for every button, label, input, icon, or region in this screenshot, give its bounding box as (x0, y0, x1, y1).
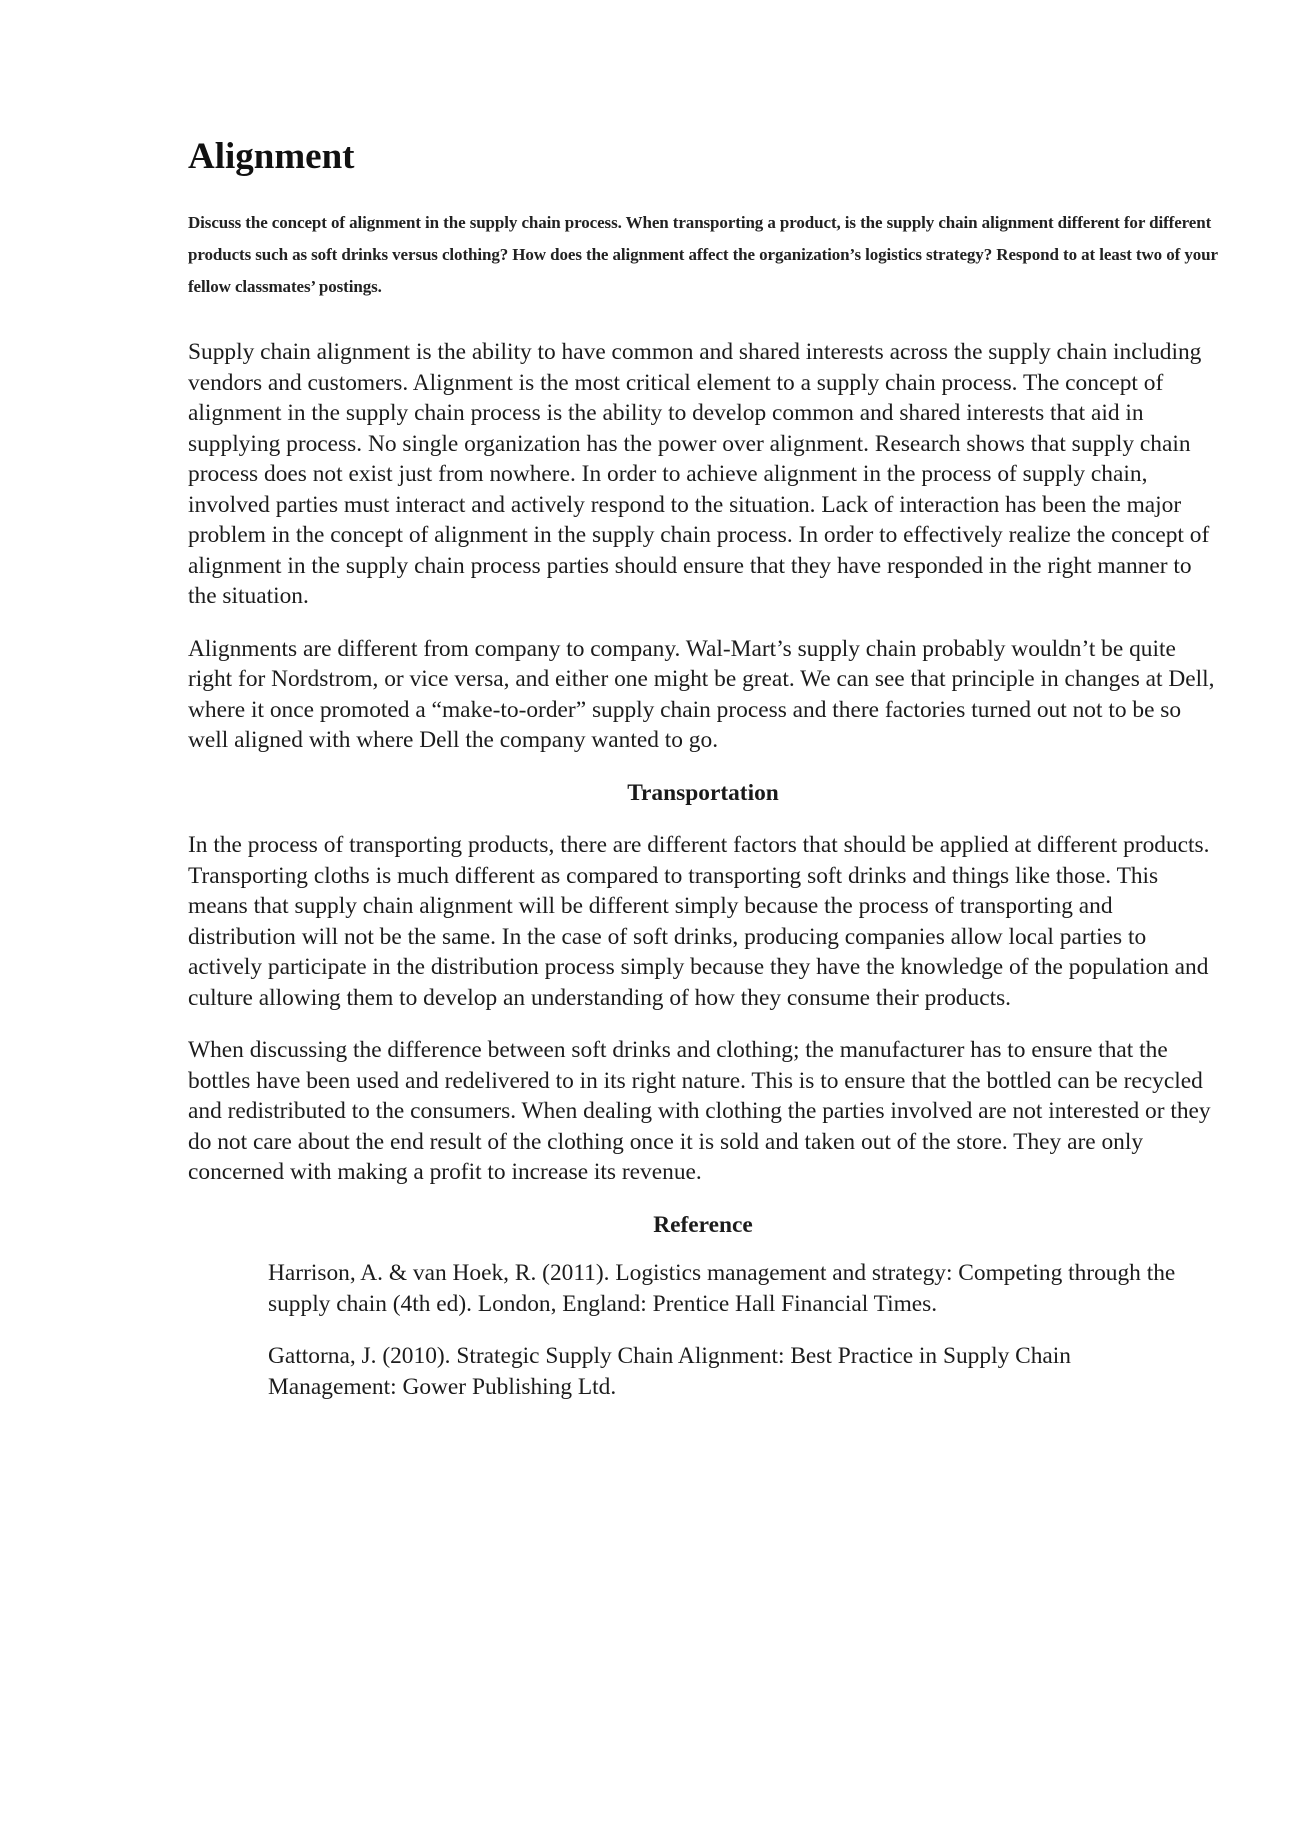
reference-item: Gattorna, J. (2010). Strategic Supply Chain Alignment: Best Practice in Supply Chain Management: Gower Publishing Ltd. (268, 1343, 1071, 1400)
paragraph-company-alignments: Alignments are different from company to company. Wal-Mart’s supply chain probably wouldn’t be quite right for Nordstrom, or vice versa, and either one might be great. We can see that principle in changes at Dell, where it once promoted a “make-to-order” supply chain process and there factories turned out not to be so well aligned with where Dell the company wanted to go. (188, 635, 1215, 754)
document-content (188, 135, 1218, 1424)
reference-heading: Reference (653, 1211, 753, 1238)
reference-list (268, 1258, 1178, 1402)
paragraph-transporting-products: In the process of transporting products, there are different factors that should be applied at different products. Transporting cloths is much different as compared to transporting soft drinks and things like those. This means that supply chain alignment will be different simply because the process of transporting and distribution will not be the same. In the case of soft drinks, producing companies allow local parties to actively participate in the distribution process simply because they have the knowledge of the population and culture allowing them to develop an understanding of how they consume their products. (188, 832, 1210, 1011)
discussion-prompt: Discuss the concept of alignment in the supply chain process. When transporting a product, is the supply chain alignment different for different products such as soft drinks versus clothing? How does the alignment affect the organization’s logistics strategy? Respond to at least two of your fellow classmates’ postings. (188, 213, 1218, 297)
paragraph-soft-drinks-vs-clothing: When discussing the difference between soft drinks and clothing; the manufacturer has to ensure that the bottles have been used and redelivered to in its right nature. This is to ensure that the bottled can be recycled and redistributed to the consumers. When dealing with clothing the parties involved are not interested or they do not care about the end result of the clothing once it is sold and taken out of the store. They are only concerned with making a profit to increase its revenue. (188, 1037, 1211, 1186)
reference-item: Harrison, A. & van Hoek, R. (2011). Logistics management and strategy: Competing through the supply chain (4th ed). London, England: Prentice Hall Financial Times. (268, 1260, 1176, 1317)
section-heading-transportation: Transportation (627, 779, 779, 806)
page-title: Alignment (188, 136, 355, 177)
paragraph-alignment-definition: Supply chain alignment is the ability to have common and shared interests across the supply chain including vendors and customers. Alignment is the most critical element to a supply chain process. The concept of alignment in the supply chain process is the ability to develop common and shared interests that aid in supplying process. No single organization has the power over alignment. Research shows that supply chain process does not exist just from nowhere. In order to achieve alignment in the process of supply chain, involved parties must interact and actively respond to the situation. Lack of interaction has been the major problem in the concept of alignment in the supply chain process. In order to effectively realize the concept of alignment in the supply chain process parties should ensure that they have responded in the right manner to the situation. (188, 339, 1210, 610)
